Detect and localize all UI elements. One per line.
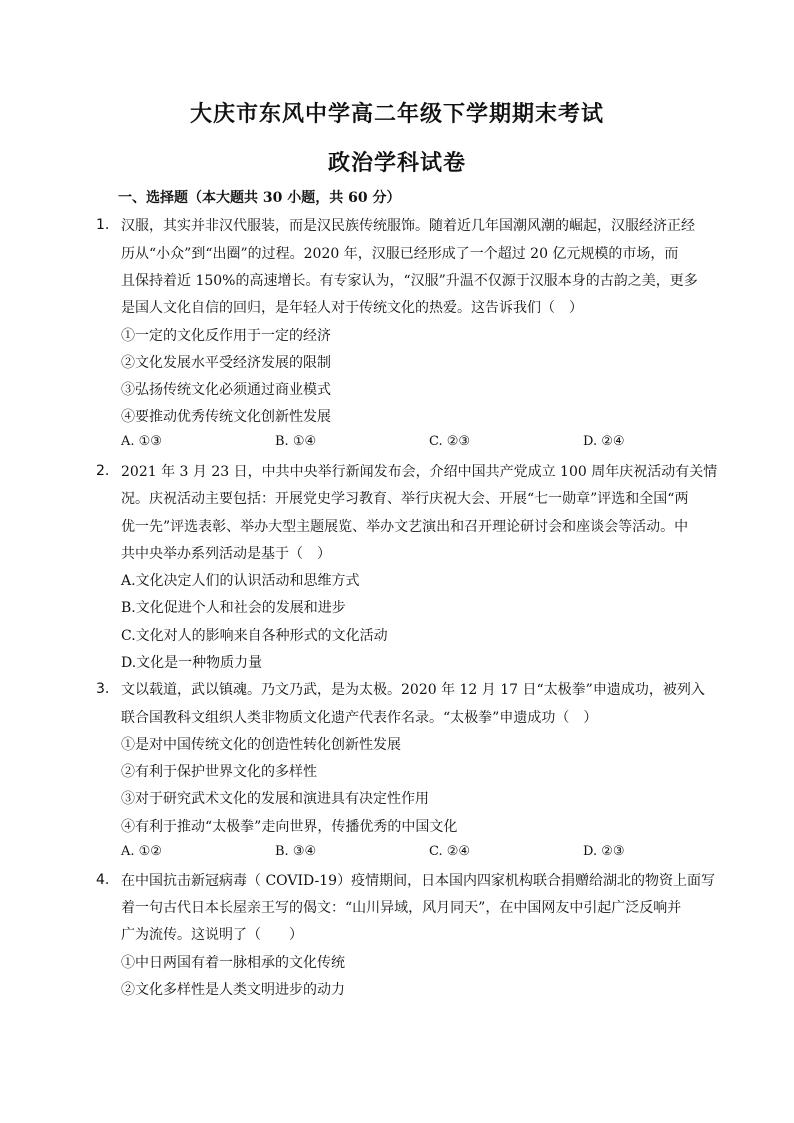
statement-item: ②有利于保护世界文化的多样性 bbox=[121, 764, 317, 780]
subject-title: 政治学科试卷 bbox=[327, 150, 466, 176]
choice-a[interactable]: A.文化决定人们的认识活动和思维方式 bbox=[121, 573, 360, 589]
question-text-line: 联合国教科文组织人类非物质文化遗产代表作名录。“太极拳”申遗成功（ ） bbox=[121, 710, 598, 726]
statement-item: ④要推动优秀传统文化创新性发展 bbox=[121, 409, 331, 425]
statement-item: ①一定的文化反作用于一定的经济 bbox=[121, 328, 331, 344]
statement-item: ③对于研究武术文化的发展和演进具有决定性作用 bbox=[121, 791, 429, 807]
choice-c[interactable]: C.文化对人的影响来自各种形式的文化活动 bbox=[121, 628, 388, 644]
question-number: 4. bbox=[96, 872, 110, 888]
question-number: 2. bbox=[96, 463, 110, 479]
question-text-line: 共中央举办系列活动是基于（ ） bbox=[121, 546, 331, 562]
statement-item: ②文化发展水平受经济发展的限制 bbox=[121, 355, 331, 371]
choice-d[interactable]: D. ②④ bbox=[583, 434, 625, 449]
choice-d[interactable]: D. ②③ bbox=[583, 844, 625, 859]
statement-item: ①中日两国有着一脉相承的文化传统 bbox=[121, 955, 345, 971]
question-text-line: 历从“小众”到“出圈”的过程。2020 年，汉服已经形成了一个超过 20 亿元规模的市场，而 bbox=[121, 246, 679, 262]
choice-c[interactable]: C. ②③ bbox=[429, 434, 471, 449]
choice-a[interactable]: A. ①② bbox=[121, 844, 162, 859]
question-text-line: 汉服，其实并非汉代服装，而是汉民族传统服饰。随着近几年国潮风潮的崛起，汉服经济正经 bbox=[121, 218, 695, 234]
statement-item: ③弘扬传统文化必须通过商业模式 bbox=[121, 382, 331, 398]
question-text-line: 文以载道，武以镇魂。乃文乃武，是为太极。2020 年 12 月 17 日“太极拳”申遗成功，被列入 bbox=[121, 682, 705, 698]
question-text-line: 2021 年 3 月 23 日，中共中央举行新闻发布会，介绍中国共产党成立 100 周年庆祝活动有关情 bbox=[121, 464, 718, 480]
section-header: 一、选择题（本大题共 30 小题，共 60 分） bbox=[118, 190, 401, 206]
choice-d[interactable]: D.文化是一种物质力量 bbox=[121, 655, 263, 671]
question-text-line: 是国人文化自信的回归，是年轻人对于传统文化的热爱。这告诉我们（ ） bbox=[121, 300, 583, 316]
question-text-line: 广为流传。这说明了（ ） bbox=[121, 927, 303, 943]
choice-b[interactable]: B.文化促进个人和社会的发展和进步 bbox=[121, 600, 346, 616]
statement-item: ②文化多样性是人类文明进步的动力 bbox=[121, 982, 345, 998]
question-number: 3. bbox=[96, 681, 110, 697]
choice-b[interactable]: B. ③④ bbox=[275, 844, 317, 859]
statement-item: ①是对中国传统文化的创造性转化创新性发展 bbox=[121, 737, 401, 753]
question-text-line: 着一句古代日本长屋亲王写的偈文：“山川异域，风月同天”，在中国网友中引起广泛反响并 bbox=[121, 900, 682, 916]
choice-c[interactable]: C. ②④ bbox=[429, 844, 471, 859]
question-number: 1. bbox=[96, 217, 110, 233]
question-text-line: 况。庆祝活动主要包括：开展党史学习教育、举行庆祝大会、开展“七一勋章”评选和全国“两 bbox=[121, 491, 689, 507]
choice-b[interactable]: B. ①④ bbox=[275, 434, 317, 449]
choice-a[interactable]: A. ①③ bbox=[121, 434, 162, 449]
question-text-line: 且保持着近 150%的高速增长。有专家认为，“汉服”升温不仅源于汉服本身的古韵之美，更多 bbox=[121, 273, 698, 289]
exam-title: 大庆市东风中学高二年级下学期期末考试 bbox=[189, 101, 604, 127]
statement-item: ④有利于推动“太极拳”走向世界，传播优秀的中国文化 bbox=[121, 819, 458, 835]
question-text-line: 优一先”评选表彰、举办大型主题展览、举办文艺演出和召开理论研讨会和座谈会等活动。中 bbox=[121, 519, 689, 535]
question-text-line: 在中国抗击新冠病毒（ COVID-19）疫情期间，日本国内四家机构联合捐赠给湖北的物资上面写 bbox=[121, 873, 716, 889]
